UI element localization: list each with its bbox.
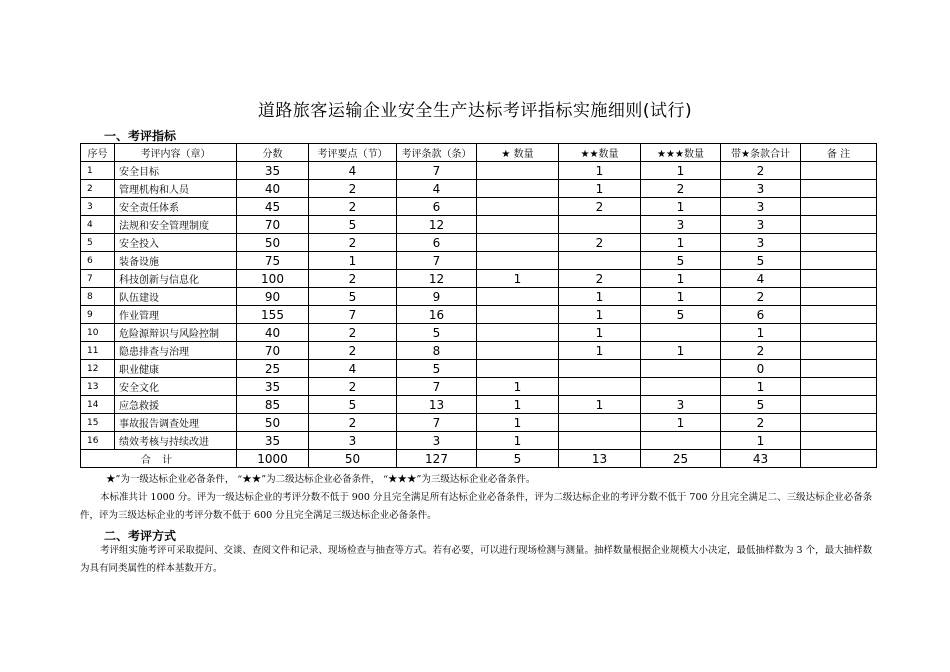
table-row: [81, 324, 877, 342]
table-cell: 1: [477, 414, 559, 432]
table-cell: 12: [397, 216, 477, 234]
table-cell: [801, 198, 877, 216]
table-cell: 1: [559, 396, 641, 414]
table-cell: 70: [237, 216, 309, 234]
table-cell: 7: [397, 414, 477, 432]
table-cell: [641, 378, 721, 396]
table-cell: 2: [721, 288, 801, 306]
table-cell: [641, 324, 721, 342]
row-content-name: 装备设施: [115, 252, 237, 270]
table-cell: 4: [721, 270, 801, 288]
table-cell: 2: [641, 180, 721, 198]
table-cell: 4: [309, 360, 397, 378]
row-content-name: 隐患排查与治理: [115, 342, 237, 360]
row-content-name: 危险源辩识与风险控制: [115, 324, 237, 342]
table-cell: 2: [309, 342, 397, 360]
row-index: 15: [81, 414, 115, 432]
table-cell: [641, 360, 721, 378]
table-cell: 2: [309, 270, 397, 288]
row-index: 13: [81, 378, 115, 396]
table-cell: 5: [309, 288, 397, 306]
table-cell: 1: [477, 378, 559, 396]
total-label: 合 计: [81, 450, 237, 468]
row-index: 7: [81, 270, 115, 288]
table-cell: [801, 396, 877, 414]
table-row: [81, 198, 877, 216]
row-index: 8: [81, 288, 115, 306]
table-cell: 50: [237, 234, 309, 252]
total-cell: 1000: [237, 450, 309, 468]
table-cell: 75: [237, 252, 309, 270]
column-header: ★ 数量: [477, 144, 559, 162]
table-cell: 0: [721, 360, 801, 378]
table-cell: 1: [721, 324, 801, 342]
table-cell: [801, 234, 877, 252]
total-cell: 50: [309, 450, 397, 468]
table-cell: 6: [397, 234, 477, 252]
table-row: [81, 180, 877, 198]
table-cell: 4: [397, 180, 477, 198]
table-cell: [559, 360, 641, 378]
table-cell: [477, 162, 559, 180]
table-cell: 13: [397, 396, 477, 414]
table-cell: 3: [721, 216, 801, 234]
table-cell: [641, 432, 721, 450]
row-content-name: 职业健康: [115, 360, 237, 378]
row-index: 1: [81, 162, 115, 180]
table-cell: 100: [237, 270, 309, 288]
table-cell: 5: [397, 360, 477, 378]
column-header: 考评条款（条）: [397, 144, 477, 162]
table-row: [81, 162, 877, 180]
table-cell: 1: [559, 180, 641, 198]
table-cell: 50: [237, 414, 309, 432]
table-cell: 3: [721, 234, 801, 252]
total-cell: 13: [559, 450, 641, 468]
table-row: [81, 414, 877, 432]
table-cell: 5: [641, 252, 721, 270]
table-cell: [801, 216, 877, 234]
table-row: [81, 234, 877, 252]
table-cell: 5: [721, 396, 801, 414]
table-cell: [477, 216, 559, 234]
table-cell: 1: [559, 342, 641, 360]
table-cell: [801, 162, 877, 180]
table-cell: 35: [237, 162, 309, 180]
table-cell: 3: [641, 216, 721, 234]
table-cell: [477, 342, 559, 360]
column-header: 备 注: [801, 144, 877, 162]
table-cell: 1: [641, 234, 721, 252]
row-content-name: 应急救援: [115, 396, 237, 414]
row-content-name: 事故报告调查处理: [115, 414, 237, 432]
column-header: ★★数量: [559, 144, 641, 162]
table-row: [81, 396, 877, 414]
table-row: [81, 306, 877, 324]
table-cell: 8: [397, 342, 477, 360]
row-index: 10: [81, 324, 115, 342]
table-cell: 2: [309, 180, 397, 198]
row-index: 14: [81, 396, 115, 414]
table-cell: 1: [721, 432, 801, 450]
table-cell: 1: [641, 270, 721, 288]
table-cell: 3: [721, 180, 801, 198]
table-header-row: [81, 144, 877, 162]
row-index: 5: [81, 234, 115, 252]
column-header: 分数: [237, 144, 309, 162]
table-cell: 1: [477, 396, 559, 414]
row-index: 16: [81, 432, 115, 450]
table-cell: [477, 234, 559, 252]
table-cell: 1: [641, 288, 721, 306]
table-cell: 7: [397, 162, 477, 180]
table-cell: [559, 414, 641, 432]
table-cell: 35: [237, 432, 309, 450]
table-cell: 1: [477, 432, 559, 450]
row-index: 11: [81, 342, 115, 360]
table-cell: 6: [397, 198, 477, 216]
row-content-name: 绩效考核与持续改进: [115, 432, 237, 450]
table-cell: 2: [309, 414, 397, 432]
column-header: 考评内容（章）: [115, 144, 237, 162]
table-cell: 5: [721, 252, 801, 270]
row-index: 3: [81, 198, 115, 216]
table-cell: 2: [309, 324, 397, 342]
table-cell: 2: [721, 162, 801, 180]
table-cell: 4: [309, 162, 397, 180]
table-cell: [559, 216, 641, 234]
table-cell: 1: [309, 252, 397, 270]
table-cell: 1: [641, 342, 721, 360]
table-cell: [477, 198, 559, 216]
table-cell: 5: [641, 306, 721, 324]
table-cell: [801, 360, 877, 378]
table-cell: 2: [309, 198, 397, 216]
total-cell: 127: [397, 450, 477, 468]
section-heading-indicators: 一、考评指标: [104, 129, 177, 143]
row-content-name: 安全投入: [115, 234, 237, 252]
table-cell: 1: [641, 414, 721, 432]
method-paragraph: 考评组实施考评可采取提问、交谈、查阅文件和记录、现场检查与抽查等方式。若有必要，可以进行现场检测与测量。抽样数量根据企业规模大小决定，最低抽样数为 3 个，最大抽样数为具有同类属性的样本基数开方。: [80, 545, 873, 574]
table-cell: 2: [309, 234, 397, 252]
table-cell: [801, 180, 877, 198]
table-row: [81, 432, 877, 450]
table-cell: [801, 342, 877, 360]
table-total-row: [81, 450, 877, 468]
table-cell: 3: [641, 396, 721, 414]
row-content-name: 作业管理: [115, 306, 237, 324]
table-cell: 1: [721, 378, 801, 396]
row-content-name: 管理机构和人员: [115, 180, 237, 198]
table-cell: 2: [721, 342, 801, 360]
standard-paragraph: 本标准共计 1000 分。评为一级达标企业的考评分数不低于 900 分且完全满足所有达标企业必备条件，评为二级达标企业的考评分数不低于 700 分且完全满足二、三级达标企业必备条件，评为三级达标企业的考评分数不低于 600 分且完全满足三级达标企业必备条件。: [80, 492, 873, 521]
table-cell: 1: [559, 306, 641, 324]
table-cell: 155: [237, 306, 309, 324]
row-index: 6: [81, 252, 115, 270]
table-cell: 6: [721, 306, 801, 324]
total-cell: 5: [477, 450, 559, 468]
table-cell: [801, 414, 877, 432]
table-cell: [477, 324, 559, 342]
table-cell: [801, 324, 877, 342]
total-cell: 25: [641, 450, 721, 468]
table-cell: [801, 306, 877, 324]
table-cell: 1: [641, 198, 721, 216]
table-cell: [801, 252, 877, 270]
table-cell: [801, 288, 877, 306]
table-row: [81, 378, 877, 396]
column-header: 序号: [81, 144, 115, 162]
table-cell: [477, 306, 559, 324]
indicators-table: [80, 143, 877, 468]
table-cell: 7: [397, 378, 477, 396]
section-heading-method: 二、考评方式: [104, 529, 177, 543]
table-cell: 3: [721, 198, 801, 216]
table-cell: 12: [397, 270, 477, 288]
table-cell: [559, 252, 641, 270]
table-row: [81, 252, 877, 270]
table-cell: 2: [559, 198, 641, 216]
table-cell: 2: [309, 378, 397, 396]
table-cell: 70: [237, 342, 309, 360]
table-cell: [559, 432, 641, 450]
table-cell: [477, 360, 559, 378]
table-cell: 1: [477, 270, 559, 288]
table-cell: 1: [559, 288, 641, 306]
table-row: [81, 270, 877, 288]
row-index: 2: [81, 180, 115, 198]
table-cell: 5: [397, 324, 477, 342]
row-content-name: 安全目标: [115, 162, 237, 180]
table-cell: 7: [309, 306, 397, 324]
table-row: [81, 342, 877, 360]
total-cell: 43: [721, 450, 801, 468]
table-cell: 25: [237, 360, 309, 378]
star-legend-note: ★”为一级达标企业必备条件， “★★”为二级达标企业必备条件， “★★★”为三级达标企业必备条件。: [106, 474, 536, 485]
table-cell: 3: [397, 432, 477, 450]
table-cell: 1: [559, 162, 641, 180]
table-row: [81, 288, 877, 306]
table-cell: 2: [721, 414, 801, 432]
row-content-name: 安全责任体系: [115, 198, 237, 216]
row-content-name: 科技创新与信息化: [115, 270, 237, 288]
table-cell: 3: [309, 432, 397, 450]
row-index: 12: [81, 360, 115, 378]
column-header: ★★★数量: [641, 144, 721, 162]
table-cell: 35: [237, 378, 309, 396]
table-cell: 2: [559, 234, 641, 252]
table-cell: 40: [237, 180, 309, 198]
table-cell: 1: [641, 162, 721, 180]
table-cell: [801, 270, 877, 288]
table-cell: [559, 378, 641, 396]
table-cell: 16: [397, 306, 477, 324]
table-cell: [477, 180, 559, 198]
row-content-name: 队伍建设: [115, 288, 237, 306]
table-cell: [801, 432, 877, 450]
table-cell: 40: [237, 324, 309, 342]
document-title: 道路旅客运输企业安全生产达标考评指标实施细则(试行): [257, 101, 693, 121]
column-header: 带★条款合计: [721, 144, 801, 162]
row-index: 9: [81, 306, 115, 324]
table-cell: 85: [237, 396, 309, 414]
table-cell: 5: [309, 216, 397, 234]
table-cell: 2: [559, 270, 641, 288]
column-header: 考评要点（节）: [309, 144, 397, 162]
row-content-name: 法规和安全管理制度: [115, 216, 237, 234]
table-cell: 9: [397, 288, 477, 306]
table-body: [81, 162, 877, 468]
table-row: [81, 216, 877, 234]
table-cell: 7: [397, 252, 477, 270]
table-cell: [801, 378, 877, 396]
total-cell: [801, 450, 877, 468]
table-cell: [477, 288, 559, 306]
table-cell: 45: [237, 198, 309, 216]
table-cell: 90: [237, 288, 309, 306]
table-cell: 5: [309, 396, 397, 414]
table-cell: [477, 252, 559, 270]
row-index: 4: [81, 216, 115, 234]
row-content-name: 安全文化: [115, 378, 237, 396]
table-cell: 1: [559, 324, 641, 342]
table-row: [81, 360, 877, 378]
